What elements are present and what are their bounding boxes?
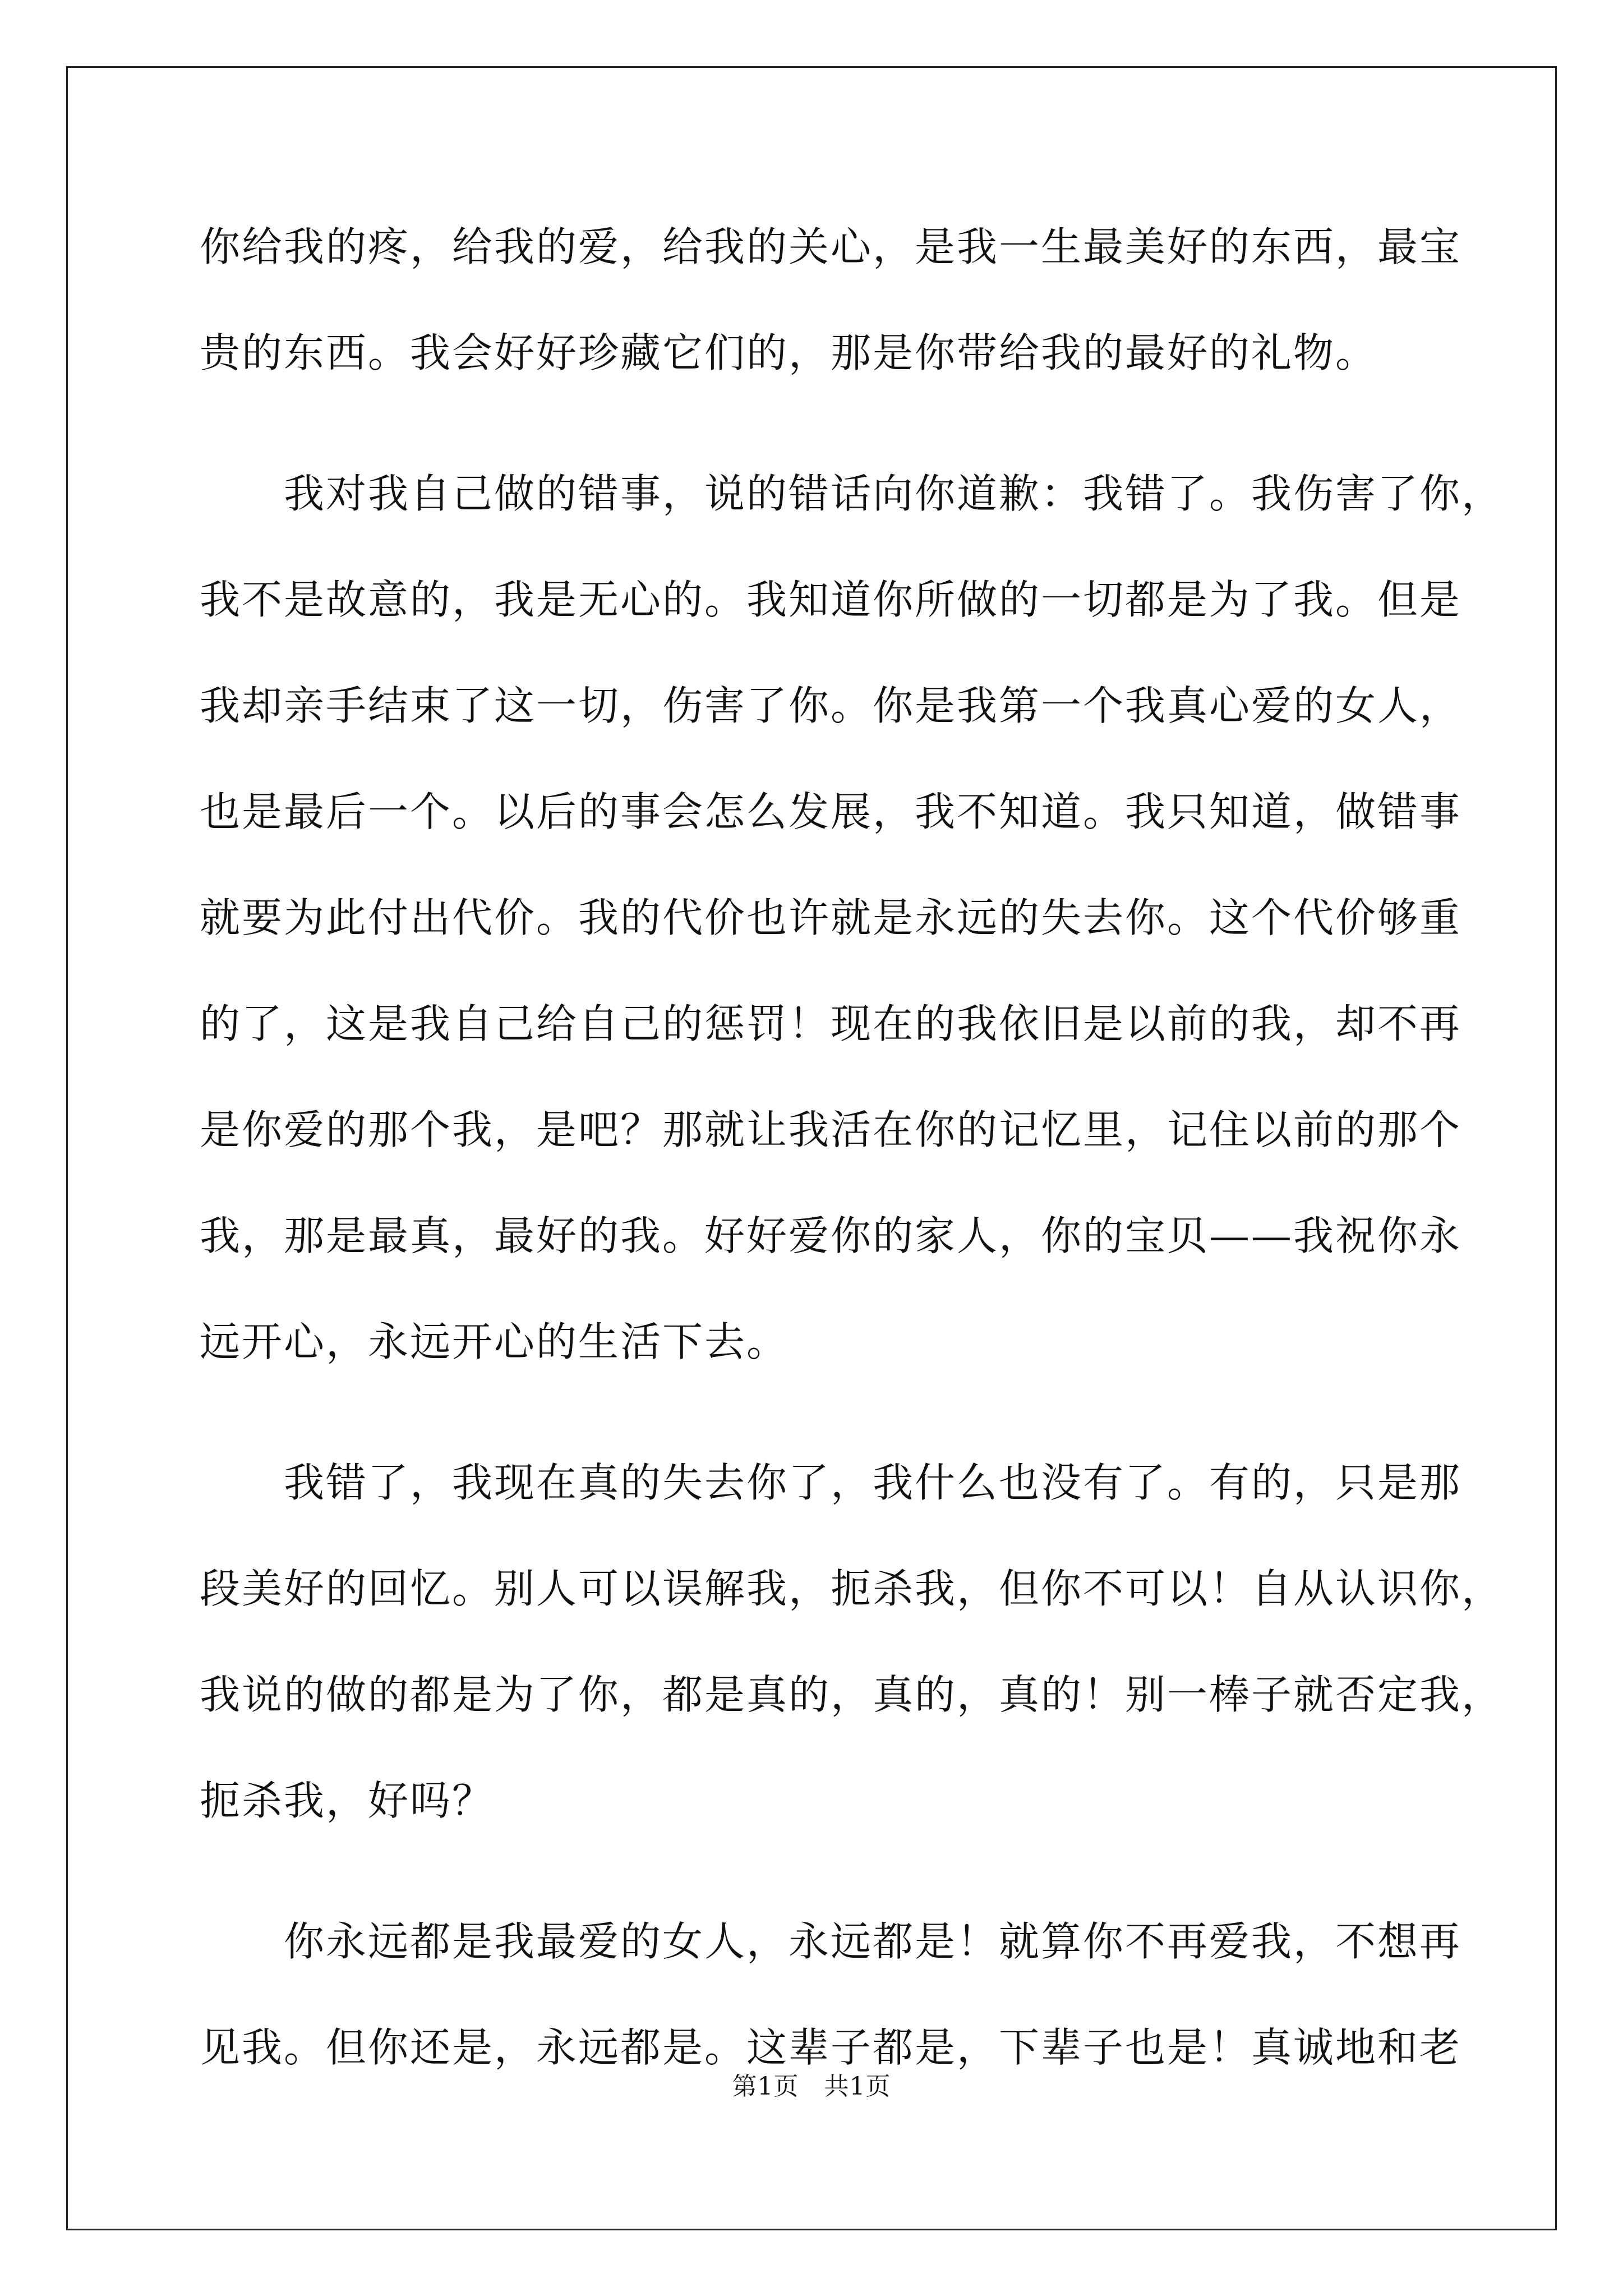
text-line: 我，那是最真，最好的我。好好爱你的家人，你的宝贝——我祝你永: [200, 1212, 1462, 1259]
text-line: 也是最后一个。以后的事会怎么发展，我不知道。我只知道，做错事: [200, 788, 1462, 835]
paragraph-1: [200, 213, 1462, 425]
text-line: 贵的东西。我会好好珍藏它们的，那是你带给我的最好的礼物。: [200, 329, 1378, 376]
text-line: 你给我的疼，给我的爱，给我的关心，是我一生最美好的东西，最宝: [200, 223, 1462, 270]
text-line: 我说的做的都是为了你，都是真的，真的，真的！别一棒子就否定我，: [200, 1671, 1504, 1718]
text-line: 就要为此付出代价。我的代价也许就是永远的失去你。这个代价够重: [200, 894, 1462, 941]
page-number: 第1页 共1页: [732, 2072, 891, 2101]
paragraph-3: [200, 1449, 1504, 1873]
text-line: 我错了，我现在真的失去你了，我什么也没有了。有的，只是那: [200, 1459, 1462, 1506]
text-line: 见我。但你还是，永远都是。这辈子都是，下辈子也是！真诚地和老: [200, 2024, 1462, 2071]
text-line: 的了，这是我自己给自己的惩罚！现在的我依旧是以前的我，却不再: [200, 1000, 1462, 1047]
text-line: 你永远都是我最爱的女人，永远都是！就算你不再爱我，不想再: [200, 1918, 1462, 1965]
text-line: 我对我自己做的错事，说的错话向你道歉：我错了。我伤害了你，: [200, 470, 1504, 517]
document-body: [200, 213, 1504, 2120]
text-line: 我却亲手结束了这一切，伤害了你。你是我第一个我真心爱的女人，: [200, 682, 1462, 729]
text-line: 扼杀我，好吗？: [200, 1777, 495, 1824]
text-line: 段美好的回忆。别人可以误解我，扼杀我，但你不可以！自从认识你，: [200, 1565, 1504, 1612]
text-line: 我不是故意的，我是无心的。我知道你所做的一切都是为了我。但是: [200, 576, 1462, 623]
paragraph-2: [200, 460, 1504, 1414]
text-line: 远开心，永远开心的生活下去。: [200, 1318, 789, 1365]
text-line: 是你爱的那个我，是吧？那就让我活在你的记忆里，记住以前的那个: [200, 1106, 1462, 1153]
